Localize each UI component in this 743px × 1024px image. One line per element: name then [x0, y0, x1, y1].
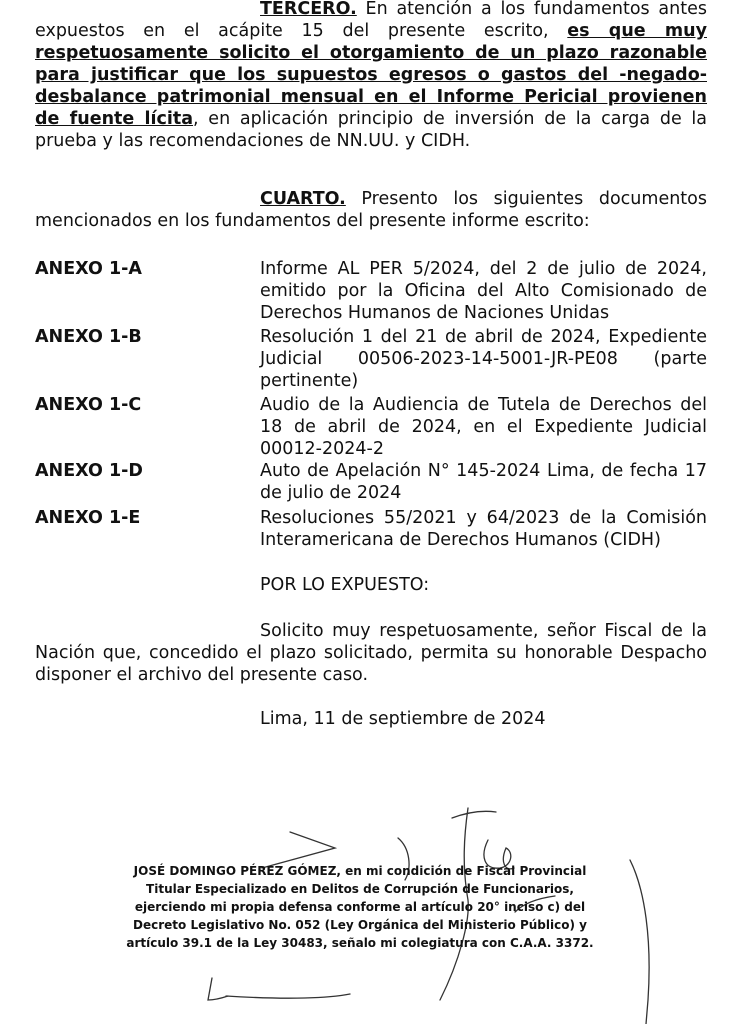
- tercero-emphasis: es que muy respetuosamente solicito el otorgamiento de un plazo razonable para justificar que los supuestos egresos o gastos del -negado- desbalance patrimonial mensual en el Informe Pericial provienen de fuente lícita: [35, 21, 707, 129]
- paragraph-closing: Solicito muy respetuosamente, señor Fiscal de la Nación que, concedido el plazo solicitado, permita su honorable Despacho disponer el archivo del presente caso.: [35, 621, 707, 685]
- heading-cuarto: CUARTO.: [260, 189, 346, 209]
- annex-label: ANEXO 1-D: [35, 461, 143, 481]
- annex-description: Informe AL PER 5/2024, del 2 de julio de 2024, emitido por la Oficina del Alto Comisionado de Derechos Humanos de Naciones Unidas: [260, 259, 707, 323]
- signature-block: JOSÉ DOMINGO PÉREZ GÓMEZ, en mi condición de Fiscal Provincial Titular Especializado en Delitos de Corrupción de Funcionarios, ejerciendo mi propia defensa conforme al artículo 20° inciso c) del Decreto Legislativo No. 052 (Ley Orgánica del Ministerio Público) y artículo 39.1 de la Ley 30483, señalo mi colegiatura con C.A.A. 3372.: [126, 864, 594, 950]
- annex-label: ANEXO 1-A: [35, 259, 142, 279]
- por-lo-expuesto: POR LO EXPUESTO:: [260, 575, 430, 595]
- annex-label: ANEXO 1-C: [35, 395, 142, 415]
- heading-tercero: TERCERO.: [260, 0, 357, 19]
- cuarto-text: Presento los siguientes documentos mencionados en los fundamentos del presente informe escrito:: [35, 189, 707, 231]
- tercero-text-a: En atención a los fundamentos antes expuestos en el acápite 15 del presente escrito,: [35, 0, 707, 41]
- annex-description: Resoluciones 55/2021 y 64/2023 de la Comisión Interamericana de Derechos Humanos (CIDH): [260, 508, 707, 550]
- paragraph-tercero: [35, 0, 707, 152]
- annex-description: Audio de la Audiencia de Tutela de Derechos del 18 de abril de 2024, en el Expediente Judicial 00012-2024-2: [260, 395, 707, 459]
- tercero-text-b: , en aplicación principio de inversión de la carga de la prueba y las recomendaciones de NN.UU. y CIDH.: [35, 109, 707, 151]
- annex-description: Auto de Apelación N° 145-2024 Lima, de fecha 17 de julio de 2024: [260, 461, 707, 503]
- annex-label: ANEXO 1-B: [35, 327, 142, 347]
- annex-description: Resolución 1 del 21 de abril de 2024, Expediente Judicial 00506-2023-14-5001-JR-PE08 (parte pertinente): [260, 327, 707, 391]
- paragraph-cuarto: [35, 188, 707, 232]
- date-line: Lima, 11 de septiembre de 2024: [260, 709, 546, 729]
- annex-label: ANEXO 1-E: [35, 508, 141, 528]
